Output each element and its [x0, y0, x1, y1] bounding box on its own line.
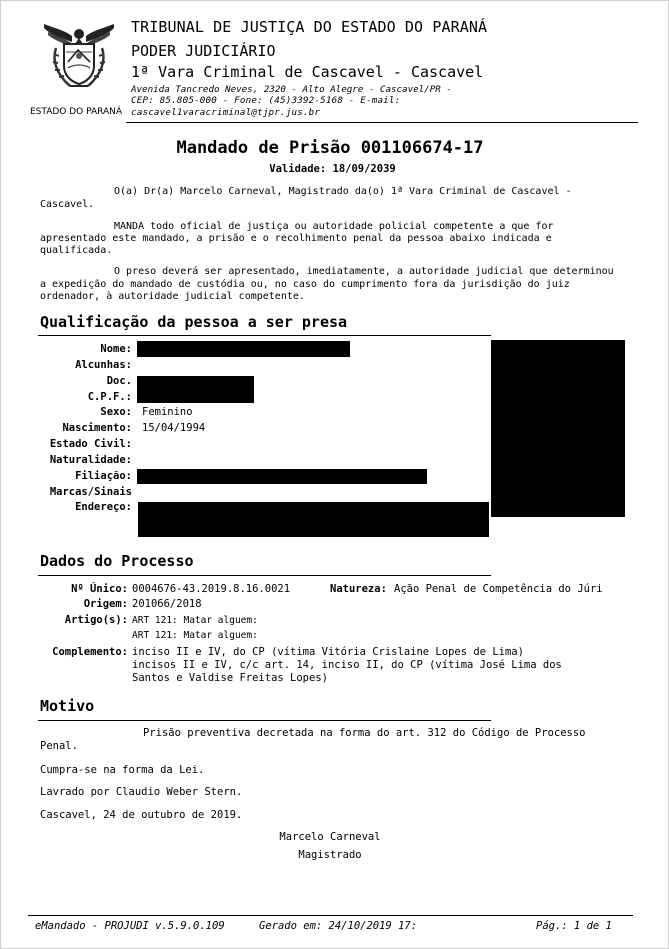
value-complemento-line2: incisos II e IV, c/c art. 14, inciso II, do CP (vítima José Lima dos: [132, 659, 562, 671]
label-estado-civil: Estado Civil:: [49, 438, 132, 450]
signer-role: Magistrado: [298, 849, 362, 861]
branch-name: PODER JUDICIÁRIO: [131, 42, 276, 60]
label-numero: Nº Único:: [71, 583, 128, 595]
intro-p3-line2: a expedição do mandado de custódia ou, no caso do cumprimento fora da jurisdição do juiz: [40, 279, 570, 290]
redacted-photo: [491, 340, 625, 517]
validity-date: Validade: 18/09/2039: [269, 163, 396, 175]
value-natureza: Ação Penal de Competência do Júri: [394, 583, 603, 595]
address-line-1: Avenida Tancredo Neves, 2320 - Alto Alegre - Cascavel/PR -: [131, 84, 452, 95]
motive-line-2: Penal.: [40, 740, 78, 752]
intro-p3-line1: O preso deverá ser apresentado, imediatamente, a autoridade judicial que determinou: [114, 266, 614, 277]
redacted-doc-cpf: [137, 376, 254, 403]
motive-line-1: Prisão preventiva decretada na forma do art. 312 do Código de Processo: [143, 727, 586, 739]
label-marcas: Marcas/Sinais: [49, 486, 132, 498]
intro-p1-line1: O(a) Dr(a) Marcelo Carneval, Magistrado da(o) 1ª Vara Criminal de Cascavel -: [114, 186, 572, 197]
label-complemento: Complemento:: [52, 646, 128, 658]
redacted-nome: [137, 341, 350, 357]
parana-coat-of-arms-icon: [42, 18, 116, 90]
value-origem: 201066/2018: [132, 598, 202, 610]
redacted-filiacao: [137, 469, 427, 484]
label-sexo: Sexo:: [100, 406, 132, 418]
intro-p3-line3: ordenador, à autoridade judicial competente.: [40, 291, 305, 302]
label-cpf: C.P.F.:: [87, 391, 132, 403]
header-divider: [126, 122, 638, 123]
redacted-endereco: [138, 502, 489, 537]
value-artigo-2: ART 121: Matar alguem:: [132, 630, 258, 641]
lavrado-text: Lavrado por Claudio Weber Stern.: [40, 786, 243, 798]
label-origem: Origem:: [83, 598, 128, 610]
signer-name: Marcelo Carneval: [279, 831, 381, 843]
footer-generated: Gerado em: 24/10/2019 17:: [259, 920, 418, 932]
process-heading: Dados do Processo: [40, 552, 194, 570]
footer-page: Pág.: 1 de 1: [536, 920, 612, 932]
value-complemento-line3: Santos e Valdise Freitas Lopes): [132, 672, 328, 684]
local-date: Cascavel, 24 de outubro de 2019.: [40, 809, 243, 821]
label-artigos: Artigo(s):: [64, 614, 128, 626]
label-endereco: Endereço:: [75, 501, 132, 513]
qualification-divider: [38, 335, 491, 336]
value-artigo-1: ART 121: Matar alguem:: [132, 615, 258, 626]
intro-p1-line2: Cascavel.: [40, 199, 95, 210]
value-sexo: Feminino: [142, 406, 193, 418]
vara-name: 1ª Vara Criminal de Cascavel - Cascavel: [131, 63, 484, 81]
motive-heading: Motivo: [40, 697, 95, 715]
court-name: TRIBUNAL DE JUSTIÇA DO ESTADO DO PARANÁ: [131, 18, 488, 36]
value-numero: 0004676-43.2019.8.16.0021: [132, 583, 291, 595]
process-divider: [38, 575, 491, 576]
value-complemento-line1: inciso II e IV, do CP (vítima Vitória Crislaine Lopes de Lima): [132, 646, 524, 658]
value-nascimento: 15/04/1994: [142, 422, 206, 434]
label-alcunhas: Alcunhas:: [75, 359, 132, 371]
footer-divider: [28, 915, 633, 916]
label-nome: Nome:: [100, 343, 132, 355]
label-nascimento: Nascimento:: [62, 422, 132, 434]
crest-label: ESTADO DO PARANÁ: [30, 107, 123, 117]
document-title: Mandado de Prisão 001106674-17: [176, 138, 484, 158]
intro-p2-line1: MANDA todo oficial de justiça ou autoridade policial competente a que for: [114, 221, 554, 232]
address-line-2: CEP: 85.805-000 - Fone: (45)3392-5168 - E-mail:: [131, 95, 401, 106]
label-filiacao: Filiação:: [75, 470, 132, 482]
intro-p2-line2: apresentado este mandado, a prisão e o recolhimento penal da pessoa abaixo indicada e: [40, 233, 552, 244]
label-naturalidade: Naturalidade:: [49, 454, 132, 466]
qualification-heading: Qualificação da pessoa a ser presa: [40, 313, 348, 331]
email-link[interactable]: cascavel1varacriminal@tjpr.jus.br: [131, 107, 321, 118]
motive-divider: [38, 720, 491, 721]
cumpra-text: Cumpra-se na forma da Lei.: [40, 764, 205, 776]
label-natureza: Natureza:: [330, 583, 387, 595]
label-doc: Doc.: [106, 375, 132, 387]
footer-system: eMandado - PROJUDI v.5.9.0.109: [35, 920, 225, 932]
intro-p2-line3: qualificada.: [40, 245, 113, 256]
